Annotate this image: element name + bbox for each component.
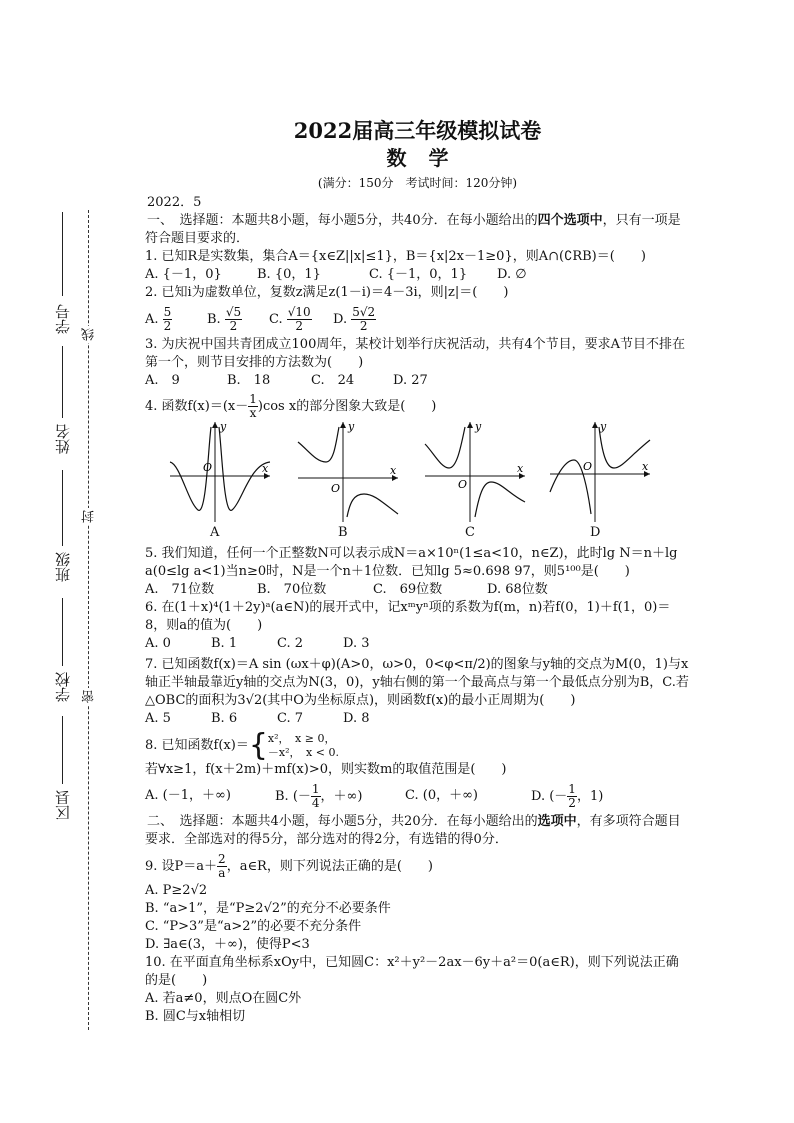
q8-options — [145, 779, 690, 813]
q7-option-d[interactable]: D. 8 — [343, 711, 370, 726]
q8-option-c[interactable]: C. (0，＋∞) — [405, 788, 478, 803]
graph-a-x-label: x — [262, 462, 269, 475]
q7-option-b[interactable]: B. 6 — [211, 711, 238, 726]
q7-stem: 7. 已知函数f(x)＝A sin (ωx＋φ)(A>0，ω>0，0<φ<π/2)的图象与y轴的交点为M(0，1)与x轴正半轴最靠近y轴的交点为N(3，0)，y轴右侧的第一个最高点与第一个最低点分别为B，C.若△OBC的面积为3√2(其中O为坐标原点)，则函数f(x)的最小正周期为( ) — [145, 657, 689, 708]
seal-mark-seal: 封 — [82, 510, 97, 523]
q1-option-b[interactable]: B. {0，1} — [257, 267, 321, 282]
graph-d-label: D — [590, 525, 601, 540]
graph-c-label: C — [465, 525, 475, 540]
q1-options — [145, 266, 690, 284]
q7-option-a[interactable]: A. 5 — [145, 711, 171, 726]
q2-option-a[interactable]: A. $\frac{5}{2}$ — [145, 304, 172, 333]
q6-option-c[interactable]: C. 2 — [277, 636, 304, 651]
q9-option-d[interactable]: D. ∃a∈(3，＋∞)，使得P<3 — [145, 937, 310, 952]
q3-option-c[interactable]: C. 24 — [311, 373, 355, 388]
field-name-label: 姓名 — [54, 424, 72, 454]
q5-option-a[interactable]: A. 71位数 — [145, 582, 215, 597]
graph-b-origin: O — [331, 482, 341, 495]
graph-c-origin: O — [458, 478, 468, 491]
exam-date: 2022．5 — [147, 195, 202, 210]
q1-stem: 1. 已知R是实数集，集合A＝{x∈Z||x|≤1}，B＝{x|2x－1≥0}，则A∩(∁RB)＝( ) — [145, 249, 646, 264]
q2-option-b[interactable]: B. $\frac{√5}{2}$ — [207, 304, 242, 333]
graph-d-x-label: x — [642, 460, 649, 473]
q5-option-b[interactable]: B. 70位数 — [257, 582, 327, 597]
q10-stem: 10. 在平面直角坐标系xOy中，已知圆C：x²＋y²－2ax－6y＋a²＝0(a∈R)，则下列说法正确的是( ) — [145, 955, 679, 988]
field-school-line[interactable] — [62, 598, 63, 666]
exam-content — [145, 118, 690, 1026]
exam-info: (满分：150分 考试时间：120分钟) — [317, 176, 518, 190]
q4-stem: 4. 函数f(x)＝(x－ $\frac{1}{x}$ )cos x的部分图象大致是( ) — [145, 392, 437, 420]
q5-option-c[interactable]: C. 69位数 — [373, 582, 443, 597]
q6-stem: 6. 在(1＋x)⁴(1＋2y)ᵃ(a∈N)的展开式中，记xᵐyⁿ项的系数为f(m，n)若f(0，1)＋f(1，0)＝8，则a的值为( ) — [145, 600, 671, 633]
q5-stem: 5. 我们知道，任何一个正整数N可以表示成N＝a×10ⁿ(1≤a<10，n∈Z)，此时lg N＝n＋lg a(0≤lg a<1)当n≥0时，N是一个n＋1位数．已知lg 5≈0.698 97，则5¹⁰⁰是( ) — [145, 546, 678, 579]
graph-d-svg — [550, 422, 650, 522]
q3-stem: 3. 为庆祝中国共青团成立100周年，某校计划举行庆祝活动，共有4个节目，要求A节目不排在第一个，则节目安排的方法数为( ) — [145, 337, 686, 370]
graph-a-svg — [170, 422, 270, 522]
graph-a-y-label: y — [220, 420, 227, 433]
field-class-line[interactable] — [62, 470, 63, 546]
graph-b-svg — [298, 422, 398, 522]
q9-option-a[interactable]: A. P≥2√2 — [145, 883, 208, 898]
seal-mark-secret: 密 — [82, 690, 97, 703]
q9-stem: 9. 设P＝a＋ $\frac{2}{a}$ ，a∈R，则下列说法正确的是( ) — [145, 852, 433, 880]
q5-option-d[interactable]: D. 68位数 — [487, 582, 548, 597]
seal-mark-line: 线 — [82, 328, 97, 341]
q8-option-b[interactable]: B. (－ $\frac{1}{4}$ ，＋∞) — [275, 781, 363, 810]
q8-option-d[interactable]: D. (－ $\frac{1}{2}$ ，1) — [531, 781, 604, 810]
q3-option-b[interactable]: B. 18 — [227, 373, 271, 388]
q7-option-c[interactable]: C. 7 — [277, 711, 304, 726]
section1-intro: 一、 选择题：本题共8小题，每小题5分，共40分．在每小题给出的四个选项中，只有一项是符合题目要求的． — [145, 213, 681, 246]
q4-graph-c[interactable] — [425, 422, 525, 542]
q9-option-c[interactable]: C. “P>3”是“a>2”的必要不充分条件 — [145, 919, 362, 934]
q1-option-c[interactable]: C. {－1，0，1} — [369, 267, 468, 282]
q8-stem: 8. 已知函数f(x)＝ { x²， x ≥ 0， －x²， x < 0. 若∀x≥1，f(x＋2m)＋mf(x)>0，则实数m的取值范围是( ) — [145, 728, 507, 777]
field-school-label: 学校 — [54, 672, 72, 702]
q9-option-b[interactable]: B. “a>1”，是“P≥2√2”的充分不必要条件 — [145, 901, 391, 916]
q2-option-c[interactable]: C. $\frac{√10}{2}$ — [269, 304, 311, 333]
field-student-id-label: 学号 — [54, 304, 72, 334]
q10-option-a[interactable]: A. 若a≠0，则点O在圆C外 — [145, 991, 302, 1006]
graph-d-origin: O — [583, 460, 593, 473]
q10-option-b[interactable]: B. 圆C与x轴相切 — [145, 1009, 246, 1024]
q4-graph-a[interactable] — [170, 422, 270, 542]
q3-option-a[interactable]: A. 9 — [145, 373, 180, 388]
q6-option-b[interactable]: B. 1 — [211, 636, 238, 651]
q8-option-a[interactable]: A. (－1，＋∞) — [145, 788, 231, 803]
q4-graph-b[interactable] — [298, 422, 398, 542]
field-class-label: 班级 — [54, 552, 72, 582]
field-district-label: 区县 — [54, 790, 72, 820]
graph-d-y-label: y — [600, 420, 607, 433]
q6-options — [145, 635, 690, 653]
q4-graph-d[interactable] — [550, 422, 650, 542]
q1-option-d[interactable]: D. ∅ — [497, 267, 527, 282]
q3-options — [145, 372, 690, 390]
q2-option-d[interactable]: D. $\frac{5√2}{2}$ — [333, 304, 376, 333]
graph-c-svg — [425, 422, 525, 522]
q4-graphs — [170, 422, 690, 542]
field-name-line[interactable] — [62, 346, 63, 418]
q1-option-a[interactable]: A. {－1，0} — [145, 267, 222, 282]
graph-b-x-label: x — [390, 464, 397, 477]
q2-stem: 2. 已知i为虚数单位，复数z满足z(1－i)＝4－3i，则|z|＝( ) — [145, 285, 509, 300]
graph-c-y-label: y — [475, 420, 482, 433]
q3-option-d[interactable]: D. 27 — [393, 373, 428, 388]
graph-b-y-label: y — [348, 420, 355, 433]
field-student-id-line[interactable] — [62, 212, 63, 296]
graph-c-x-label: x — [517, 462, 524, 475]
section2-intro: 二、 选择题：本题共4小题，每小题5分，共20分．在每小题给出的选项中，有多项符合题目要求．全部选对的得5分，部分选对的得2分，有选错的得0分． — [145, 814, 681, 847]
graph-a-label: A — [210, 525, 220, 540]
exam-subject: 数学 — [386, 146, 471, 170]
field-district-line[interactable] — [62, 716, 63, 784]
q8-piecewise: { x²， x ≥ 0， －x²， x < 0. — [248, 728, 339, 763]
graph-b-label: B — [338, 525, 348, 540]
q6-option-d[interactable]: D. 3 — [343, 636, 370, 651]
q7-options — [145, 710, 690, 728]
q2-options — [145, 302, 690, 336]
exam-title: 2022届高三年级模拟试卷 — [293, 118, 542, 143]
q6-option-a[interactable]: A. 0 — [145, 636, 171, 651]
graph-a-origin: O — [203, 461, 213, 474]
q5-options — [145, 581, 690, 599]
